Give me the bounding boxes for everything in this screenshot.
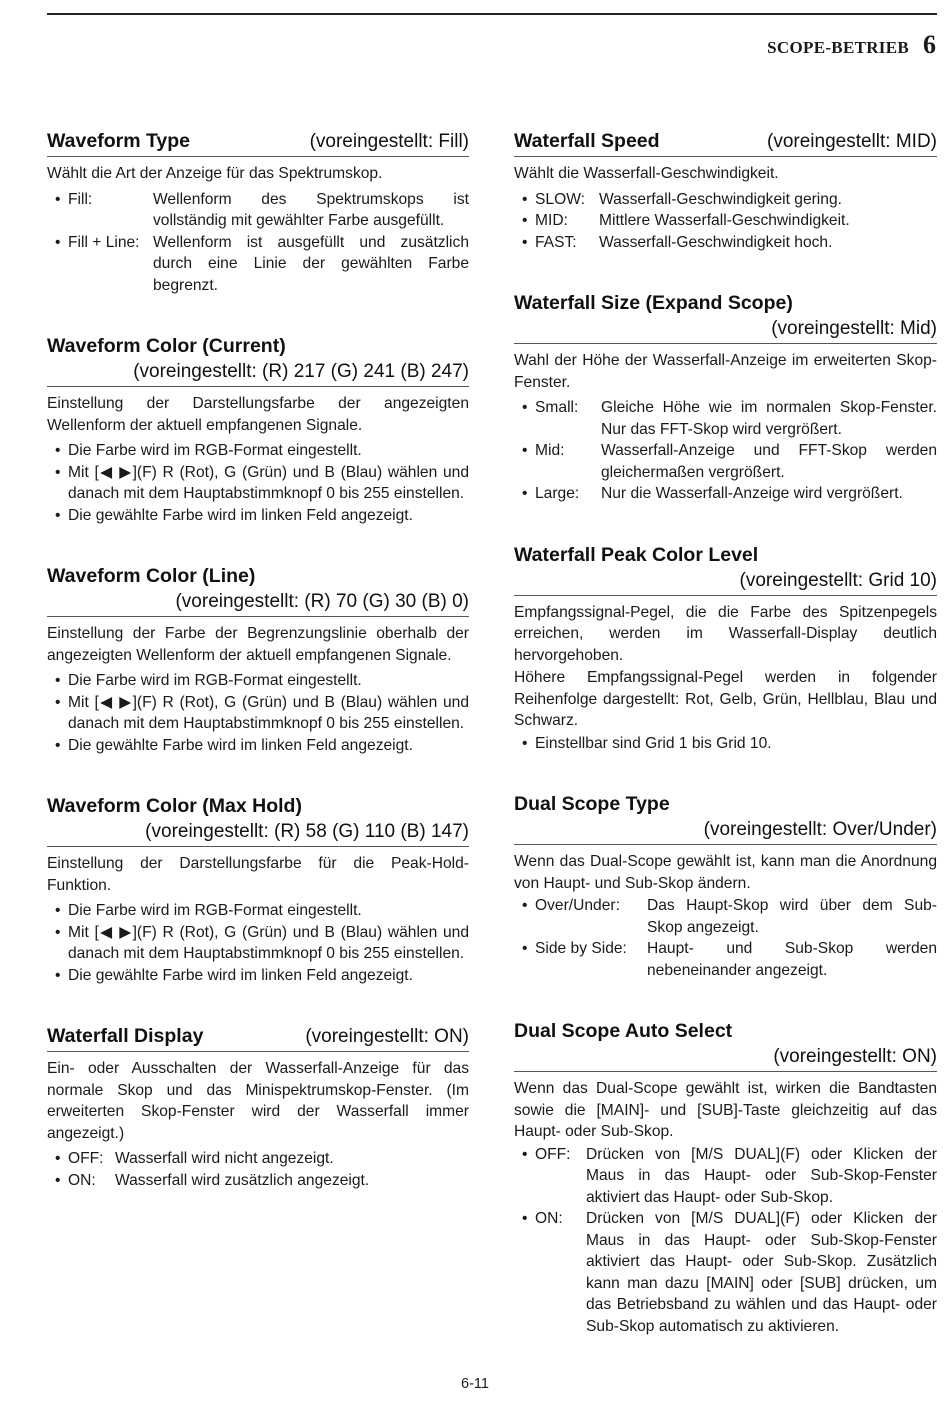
section-dual-scope-auto-select bbox=[514, 1018, 937, 1337]
item-term: Fill: bbox=[68, 190, 93, 208]
item-term: OFF: bbox=[68, 1150, 104, 1167]
item-desc: Wellenform des Spektrumskops ist vollständig mit gewählter Farbe ausgefüllt. bbox=[153, 190, 469, 229]
section-default: (voreingestellt: Mid) bbox=[771, 318, 937, 339]
section-description: Wenn das Dual-Scope gewählt ist, wirken die Bandtasten sowie die [MAIN]- und [SUB]-Taste gleichzeitig auf das Haupt- oder Sub-Skop. bbox=[514, 1080, 937, 1140]
list-item: • Fill: Wellenform des Spektrumskops ist vollständig mit gewählter Farbe ausgefüllt. bbox=[55, 189, 469, 232]
section-description: Wählt die Wasserfall-Geschwindigkeit. bbox=[514, 165, 779, 182]
bullet-item: • Einstellbar sind Grid 1 bis Grid 10. bbox=[522, 734, 772, 752]
list-item: • Side by Side: Haupt- und Sub-Skop werden nebeneinander angezeigt. bbox=[522, 938, 937, 981]
chapter-number: 6 bbox=[923, 30, 936, 59]
section-title: Waveform Type bbox=[47, 130, 191, 152]
section-dual-scope-type bbox=[514, 791, 937, 981]
item-term: SLOW: bbox=[535, 190, 585, 208]
item-desc: Nur die Wasserfall-Anzeige wird vergrößert. bbox=[601, 485, 903, 502]
section-waveform-type bbox=[47, 128, 469, 296]
list-item: • MID: Mittlere Wasserfall-Geschwindigkeit. bbox=[522, 210, 937, 232]
list-item: • OFF: Wasserfall wird nicht angezeigt. bbox=[55, 1148, 469, 1170]
item-desc: Haupt- und Sub-Skop werden nebeneinander angezeigt. bbox=[647, 940, 937, 979]
section-heading bbox=[47, 1023, 469, 1052]
item-term: ON: bbox=[535, 1210, 563, 1227]
section-description: Empfangssignal-Pegel, die die Farbe des Spitzenpegels erreichen, werden im Wasserfall-Display deutlich hervorgehoben. bbox=[514, 603, 937, 664]
list-item: • Mid: Wasserfall-Anzeige und FFT-Skop werden gleichermaßen vergrößert. bbox=[522, 440, 937, 483]
item-desc: Wellenform ist ausgefüllt und zusätzlich durch eine Linie der gewählten Farbe begrenzt. bbox=[153, 233, 469, 294]
section-waveform-color-max-hold bbox=[47, 793, 469, 986]
item-term: Small: bbox=[535, 399, 579, 416]
bullet-item: • Die Farbe wird im RGB-Format eingestellt. bbox=[55, 672, 362, 689]
section-waterfall-peak-color-level bbox=[514, 542, 937, 755]
section-default: (voreingestellt: (R) 58 (G) 110 (B) 147) bbox=[145, 821, 469, 842]
item-term: MID: bbox=[535, 212, 568, 229]
section-title: Waveform Color (Current) bbox=[47, 335, 286, 357]
section-title: Dual Scope Type bbox=[514, 793, 670, 815]
section-description: Wahl der Höhe der Wasserfall-Anzeige im erweiterten Skop-Fenster. bbox=[514, 352, 937, 391]
section-heading bbox=[514, 542, 937, 596]
bullet-item: • Die gewählte Farbe wird im linken Feld angezeigt. bbox=[55, 736, 413, 754]
bullet-item: • Die Farbe wird im RGB-Format eingestellt. bbox=[55, 442, 362, 459]
item-term: ON: bbox=[68, 1171, 96, 1189]
bullet-item: • Mit [◀ ▶](F) R (Rot), G (Grün) und B (Blau) wählen und danach mit dem Hauptabstimmknopf 0 bis 255 einstellen. bbox=[55, 923, 469, 962]
item-term: Mid: bbox=[535, 442, 565, 459]
item-term: Large: bbox=[535, 485, 580, 502]
section-heading bbox=[47, 128, 469, 157]
section-title: Waterfall Display bbox=[47, 1025, 204, 1047]
section-title: Waterfall Peak Color Level bbox=[514, 543, 759, 566]
list-item: • Small: Gleiche Höhe wie im normalen Skop-Fenster. Nur das FFT-Skop wird vergrößert. bbox=[522, 397, 937, 440]
item-term: FAST: bbox=[535, 233, 577, 251]
list-item: • Over/Under: Das Haupt-Skop wird über dem Sub-Skop angezeigt. bbox=[522, 895, 937, 938]
list-item: • ON: Wasserfall wird zusätzlich angezeigt. bbox=[55, 1170, 469, 1192]
bullet-item: • Die gewählte Farbe wird im linken Feld angezeigt. bbox=[55, 506, 413, 524]
item-desc: Mittlere Wasserfall-Geschwindigkeit. bbox=[599, 212, 850, 229]
item-desc: Das Haupt-Skop wird über dem Sub-Skop angezeigt. bbox=[647, 897, 937, 936]
section-default: (voreingestellt: MID) bbox=[767, 131, 937, 152]
item-desc: Gleiche Höhe wie im normalen Skop-Fenster. Nur das FFT-Skop wird vergrößert. bbox=[601, 399, 937, 438]
section-title: Dual Scope Auto Select bbox=[514, 1020, 733, 1042]
item-desc: Wasserfall-Geschwindigkeit hoch. bbox=[599, 233, 833, 251]
section-heading bbox=[514, 128, 937, 157]
bullet-item: • Die gewählte Farbe wird im linken Feld angezeigt. bbox=[55, 966, 413, 984]
section-waterfall-speed bbox=[514, 128, 937, 253]
section-title: Waveform Color (Line) bbox=[47, 565, 256, 587]
section-heading bbox=[514, 290, 937, 344]
item-desc: Drücken von [M/S DUAL](F) oder Klicken der Maus in das Haupt- oder Sub-Skop-Fenster aktiviert das Haupt- oder Sub-Skop. bbox=[586, 1145, 937, 1206]
section-description: Ein- oder Ausschalten der Wasserfall-Anzeige für das normale Skop und das Minispektrumskop-Fenster. (Im erweiterten Skop-Fenster wird der Wasserfall immer angezeigt.) bbox=[47, 1060, 469, 1142]
section-heading bbox=[514, 1018, 937, 1072]
section-description: Einstellung der Farbe der Begrenzungslinie oberhalb der angezeigten Wellenform der aktuell empfangenen Signale. bbox=[47, 625, 469, 664]
section-default: (voreingestellt: ON) bbox=[773, 1046, 937, 1067]
bullet-item: • Die Farbe wird im RGB-Format eingestellt. bbox=[55, 902, 362, 919]
section-heading bbox=[47, 563, 469, 617]
section-description-2: Höhere Empfangssignal-Pegel werden in folgender Reihenfolge dargestellt: Rot, Gelb, Grün, Hellblau, Blau und Schwarz. bbox=[514, 669, 937, 729]
item-desc: Wasserfall wird zusätzlich angezeigt. bbox=[115, 1171, 370, 1189]
section-description: Einstellung der Darstellungsfarbe der angezeigten Wellenform der aktuell empfangenen Signale. bbox=[47, 395, 469, 434]
section-default: (voreingestellt: ON) bbox=[305, 1026, 469, 1047]
section-waterfall-display bbox=[47, 1023, 469, 1191]
section-waveform-color-line bbox=[47, 563, 469, 756]
list-item: • FAST: Wasserfall-Geschwindigkeit hoch. bbox=[522, 232, 937, 254]
section-waveform-color-current bbox=[47, 333, 469, 526]
page-number: 6-11 bbox=[461, 1376, 489, 1392]
section-title: Waterfall Size (Expand Scope) bbox=[514, 292, 793, 314]
section-description: Einstellung der Darstellungsfarbe für die Peak-Hold-Funktion. bbox=[47, 855, 469, 894]
section-default: (voreingestellt: (R) 70 (G) 30 (B) 0) bbox=[175, 591, 469, 612]
section-title: Waveform Color (Max Hold) bbox=[47, 795, 302, 817]
item-term: Over/Under: bbox=[535, 897, 620, 914]
item-term: Side by Side: bbox=[535, 940, 627, 957]
section-default: (voreingestellt: Grid 10) bbox=[739, 569, 937, 591]
bullet-item: • Mit [◀ ▶](F) R (Rot), G (Grün) und B (Blau) wählen und danach mit dem Hauptabstimmknopf 0 bis 255 einstellen. bbox=[55, 463, 469, 502]
section-heading bbox=[514, 791, 937, 845]
top-rule bbox=[47, 13, 937, 15]
list-item: • OFF: Drücken von [M/S DUAL](F) oder Klicken der Maus in das Haupt- oder Sub-Skop-Fenster aktiviert das Haupt- oder Sub-Skop. bbox=[522, 1144, 937, 1209]
section-default: (voreingestellt: Fill) bbox=[309, 131, 469, 152]
section-default: (voreingestellt: (R) 217 (G) 241 (B) 247) bbox=[133, 361, 469, 382]
section-heading bbox=[47, 333, 469, 387]
right-column bbox=[514, 128, 937, 1374]
section-default: (voreingestellt: Over/Under) bbox=[703, 819, 937, 840]
item-term: OFF: bbox=[535, 1145, 571, 1163]
item-term: Fill + Line: bbox=[68, 233, 140, 251]
list-item: • Fill + Line: Wellenform ist ausgefüllt und zusätzlich durch eine Linie der gewählten Farbe begrenzt. bbox=[55, 232, 469, 297]
section-title: Waterfall Speed bbox=[514, 130, 660, 152]
item-desc: Drücken von [M/S DUAL](F) oder Klicken der Maus in das Haupt- oder Sub-Skop-Fenster aktiviert das Haupt- oder Sub-Skop. Zusätzlich kann man dazu [MAIN] oder [SUB] drücken, um das Betriebsband zu wählen und das Haupt- oder Sub-Skop automatisch zu aktivieren. bbox=[586, 1210, 937, 1335]
section-description: Wählt die Art der Anzeige für das Spektrumskop. bbox=[47, 165, 383, 182]
item-desc: Wasserfall-Geschwindigkeit gering. bbox=[599, 190, 842, 208]
list-item: • ON: Drücken von [M/S DUAL](F) oder Klicken der Maus in das Haupt- oder Sub-Skop-Fenster aktiviert das Haupt- oder Sub-Skop. Zusätzlich kann man dazu [MAIN] oder [SUB] drücken, um das Betriebsband zu wählen und das Haupt- oder Sub-Skop automatisch zu aktivieren. bbox=[522, 1208, 937, 1337]
left-column bbox=[47, 128, 469, 1228]
item-desc: Wasserfall-Anzeige und FFT-Skop werden gleichermaßen vergrößert. bbox=[601, 442, 937, 481]
section-description: Wenn das Dual-Scope gewählt ist, kann man die Anordnung von Haupt- und Sub-Skop ändern. bbox=[514, 853, 937, 892]
section-heading bbox=[47, 793, 469, 847]
chapter-header bbox=[767, 30, 936, 60]
list-item: • Large: Nur die Wasserfall-Anzeige wird vergrößert. bbox=[522, 483, 937, 505]
chapter-title: SCOPE-BETRIEB bbox=[767, 38, 909, 57]
item-desc: Wasserfall wird nicht angezeigt. bbox=[115, 1150, 334, 1167]
bullet-item: • Mit [◀ ▶](F) R (Rot), G (Grün) und B (Blau) wählen und danach mit dem Hauptabstimmknopf 0 bis 255 einstellen. bbox=[55, 693, 469, 732]
section-waterfall-size bbox=[514, 290, 937, 505]
list-item: • SLOW: Wasserfall-Geschwindigkeit gering. bbox=[522, 189, 937, 211]
